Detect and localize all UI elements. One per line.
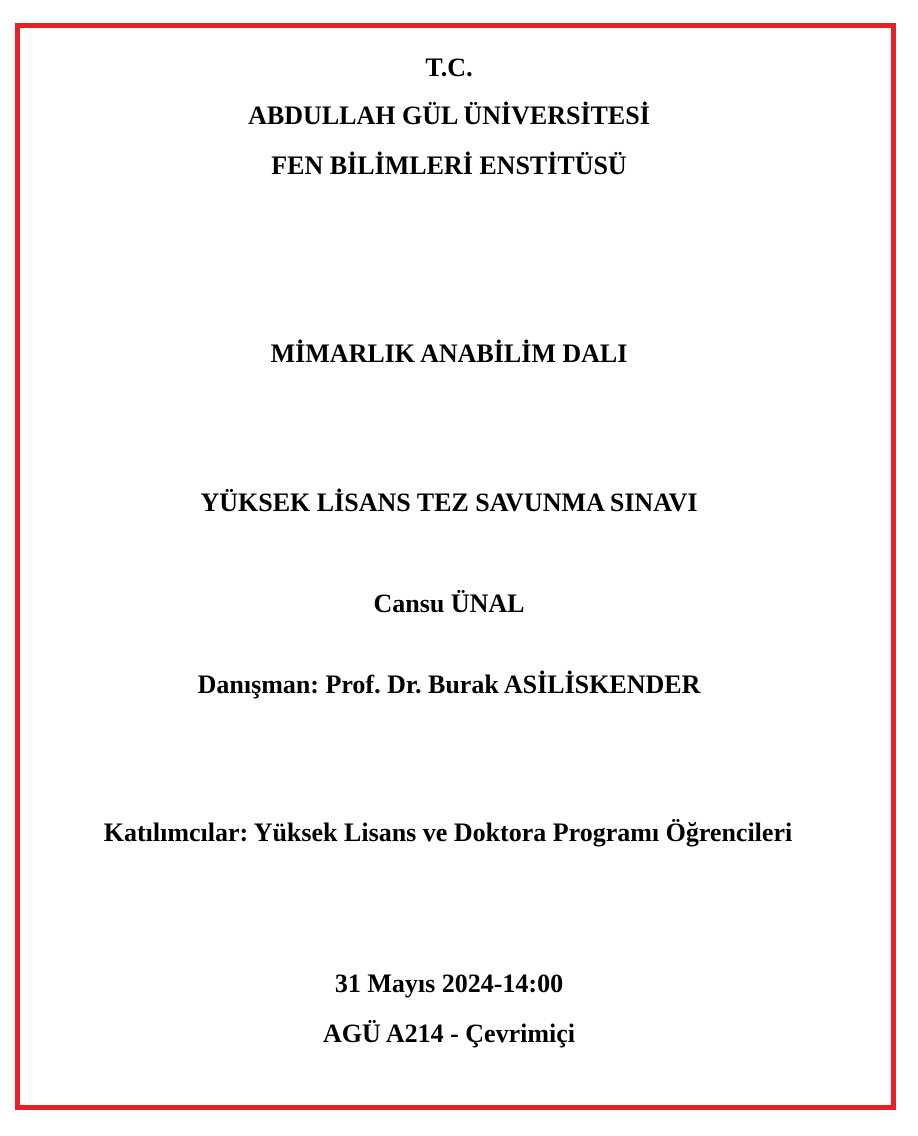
university-heading: ABDULLAH GÜL ÜNİVERSİTESİ (248, 101, 650, 130)
country-heading: T.C. (425, 53, 473, 82)
institute-heading: FEN BİLİMLERİ ENSTİTÜSÜ (271, 151, 627, 180)
event-title: YÜKSEK LİSANS TEZ SAVUNMA SINAVI (200, 488, 698, 517)
date-time: 31 Mayıs 2024-14:00 (334, 969, 564, 998)
candidate-name: Cansu ÜNAL (373, 589, 525, 618)
participants-line: Katılımcılar: Yüksek Lisans ve Doktora Programı Öğrencileri (103, 818, 793, 847)
advisor-line: Danışman: Prof. Dr. Burak ASİLİSKENDER (197, 670, 701, 699)
location: AGÜ A214 - Çevrimiçi (322, 1019, 575, 1048)
department-heading: MİMARLIK ANABİLİM DALI (270, 339, 628, 368)
page-border (15, 23, 896, 1110)
